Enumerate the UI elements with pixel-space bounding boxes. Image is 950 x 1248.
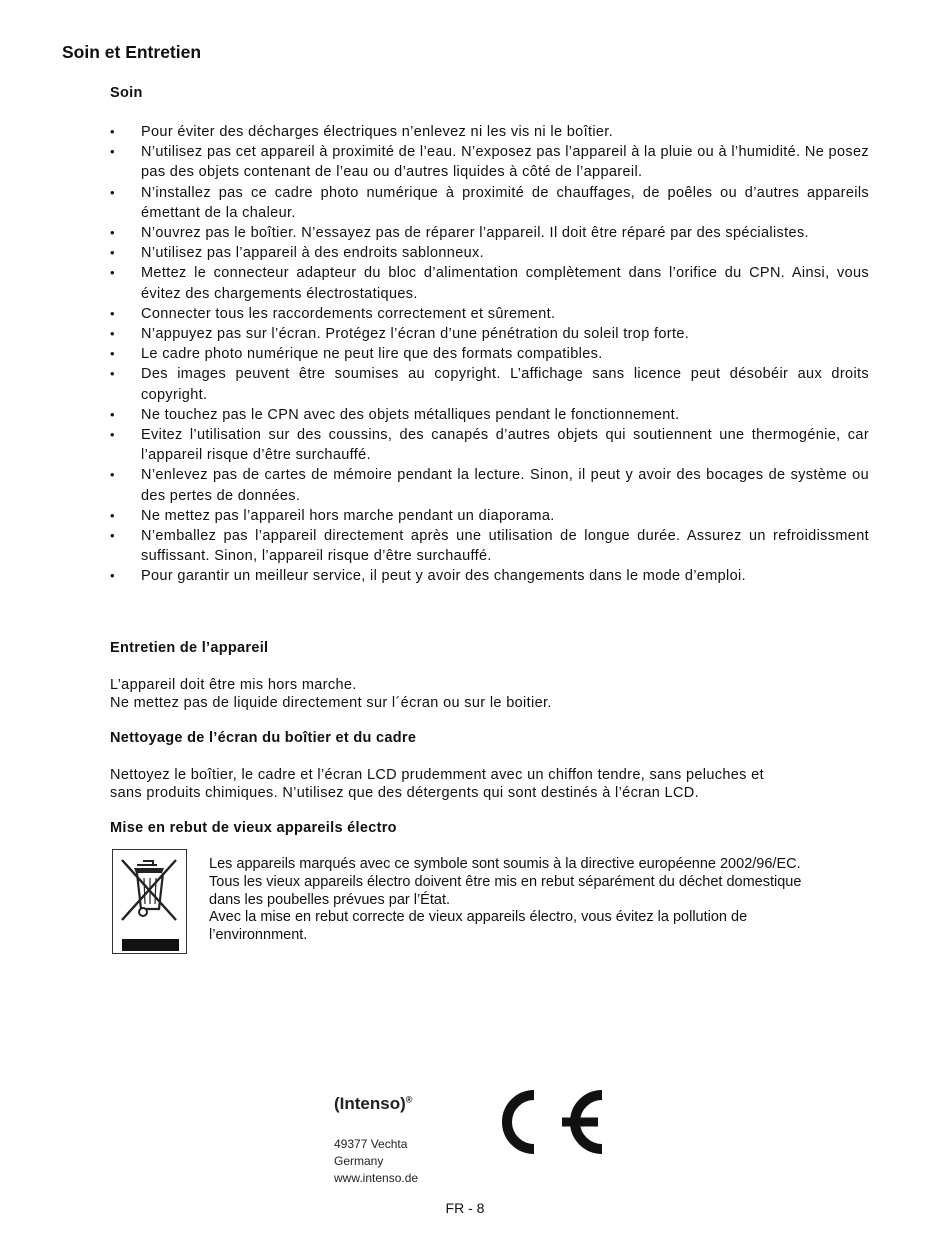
brand-address: [334, 1136, 418, 1187]
care-item-text: N’ouvrez pas le boîtier. N’essayez pas de réparer l’appareil. Il doit être réparé par des spécialistes.: [141, 225, 809, 242]
maintenance-heading: Entretien de l’appareil: [110, 640, 269, 656]
care-list-item: [110, 344, 869, 364]
bullet-icon: •: [110, 265, 115, 281]
page-number: FR - 8: [445, 1200, 485, 1216]
ce-mark-icon: [476, 1087, 608, 1162]
disposal-line-4: Avec la mise en rebut correcte de vieux appareils électro, vous évitez la pollution de: [209, 909, 748, 926]
care-item-text: Connecter tous les raccordements correctement et sûrement.: [141, 305, 556, 322]
care-item-text: Mettez le connecteur adapteur du bloc d’alimentation complètement dans l’orifice du CPN. Ainsi, vous évitez des chargements électrostatiques.: [141, 265, 869, 302]
bullet-icon: •: [110, 366, 115, 382]
care-list-item: [110, 566, 869, 586]
care-item-text: Ne touchez pas le CPN avec des objets métalliques pendant le fonctionnement.: [141, 406, 680, 423]
bullet-icon: •: [110, 507, 115, 523]
care-list-item: [110, 506, 869, 526]
bullet-icon: •: [110, 124, 115, 139]
bullet-icon: •: [110, 184, 115, 200]
disposal-line-3: dans les poubelles prévues par l’État.: [209, 891, 451, 908]
care-list-item: [110, 122, 869, 142]
maintenance-paragraph: [110, 676, 870, 712]
care-list-item: [110, 364, 869, 404]
bullet-icon: •: [110, 144, 115, 160]
care-list-item: [110, 223, 869, 243]
care-list-item: [110, 304, 869, 324]
bullet-icon: •: [110, 528, 115, 544]
care-item-text: Evitez l’utilisation sur des coussins, des canapés d’autres objets qui soutiennent une thermogénie, car l’appareil risque d’être surchauffé.: [141, 427, 869, 464]
care-item-text: Le cadre photo numérique ne peut lire que des formats compatibles.: [141, 346, 603, 363]
care-heading: Soin: [110, 85, 143, 101]
disposal-heading: Mise en rebut de vieux appareils électro: [110, 820, 397, 836]
bullet-icon: •: [110, 326, 115, 342]
address-city: 49377 Vechta: [334, 1137, 408, 1151]
care-list-item: [110, 324, 869, 344]
bullet-icon: •: [110, 406, 115, 422]
brand-logo: [334, 1094, 412, 1114]
bullet-icon: •: [110, 305, 115, 321]
page-title: Soin et Entretien: [62, 42, 202, 62]
crossed-out-wheelie-bin-icon: [112, 849, 187, 954]
bullet-icon: •: [110, 568, 115, 584]
disposal-line-1: Les appareils marqués avec ce symbole sont soumis à la directive européenne 2002/96/EC.: [209, 856, 801, 872]
cleaning-line-1: Nettoyez le boîtier, le cadre et l’écran LCD prudemment avec un chiffon tendre, sans peluches et: [110, 767, 764, 783]
care-list: [110, 122, 869, 587]
bullet-icon: •: [110, 427, 115, 443]
care-list-item: [110, 425, 869, 465]
care-list-item: [110, 526, 869, 566]
bullet-icon: •: [110, 346, 115, 362]
care-item-text: Ne mettez pas l’appareil hors marche pendant un diaporama.: [141, 507, 555, 524]
care-item-text: N’enlevez pas de cartes de mémoire pendant la lecture. Sinon, il peut y avoir des bocages de système ou des pertes de données.: [141, 467, 869, 504]
care-item-text: N’utilisez pas cet appareil à proximité de l’eau. N’exposez pas l’appareil à la pluie ou à l’humidité. Ne posez pas des objets contenant de l’eau ou d’autres liquides à côté de l’appareil.: [141, 144, 869, 181]
cleaning-heading: Nettoyage de l’écran du boîtier et du cadre: [110, 730, 417, 746]
care-item-text: N’emballez pas l’appareil directement après une utilisation de longue durée. Assurez un refroidissment suffissant. Sinon, l’appareil risque d’être surchauffé.: [141, 528, 869, 565]
maintenance-line-2: Ne mettez pas de liquide directement sur l´écran ou sur le boitier.: [110, 695, 552, 711]
care-list-item: [110, 405, 869, 425]
cleaning-line-2: sans produits chimiques. N’utilisez que des détergents qui sont destinés à l’écran LCD.: [110, 785, 699, 801]
maintenance-line-1: L’appareil doit être mis hors marche.: [110, 677, 357, 693]
disposal-line-2: Tous les vieux appareils électro doivent être mis en rebut séparément du déchet domestique: [209, 873, 802, 890]
care-list-item: [110, 183, 869, 223]
registered-mark: ®: [405, 1094, 413, 1105]
brand-name: [334, 1094, 412, 1114]
care-item-text: Pour éviter des décharges électriques n’enlevez ni les vis ni le boîtier.: [141, 124, 614, 140]
bullet-icon: •: [110, 225, 115, 241]
cleaning-paragraph: [110, 766, 870, 802]
care-list-item: [110, 263, 869, 303]
brand-name-text: (Intenso): [334, 1094, 406, 1113]
care-list-item: [110, 142, 869, 182]
care-item-text: N’installez pas ce cadre photo numérique à proximité de chauffages, de poêles ou d’autres appareils émettant de la chaleur.: [141, 184, 869, 221]
care-item-text: Pour garantir un meilleur service, il peut y avoir des changements dans le mode d’emploi.: [141, 568, 746, 585]
address-country: Germany: [334, 1154, 384, 1168]
care-item-text: N’appuyez pas sur l’écran. Protégez l’écran d’une pénétration du soleil trop forte.: [141, 326, 690, 343]
address-website: www.intenso.de: [334, 1171, 419, 1185]
disposal-paragraph: [209, 856, 869, 945]
disposal-line-5: l’environnment.: [209, 927, 308, 944]
care-item-text: Des images peuvent être soumises au copyright. L’affichage sans licence peut désobéir aux droits copyright.: [141, 366, 869, 403]
bullet-icon: •: [110, 467, 115, 483]
care-item-text: N’utilisez pas l’appareil à des endroits sablonneux.: [141, 245, 485, 262]
care-list-item: [110, 243, 869, 263]
care-list-item: [110, 465, 869, 505]
bullet-icon: •: [110, 245, 115, 261]
